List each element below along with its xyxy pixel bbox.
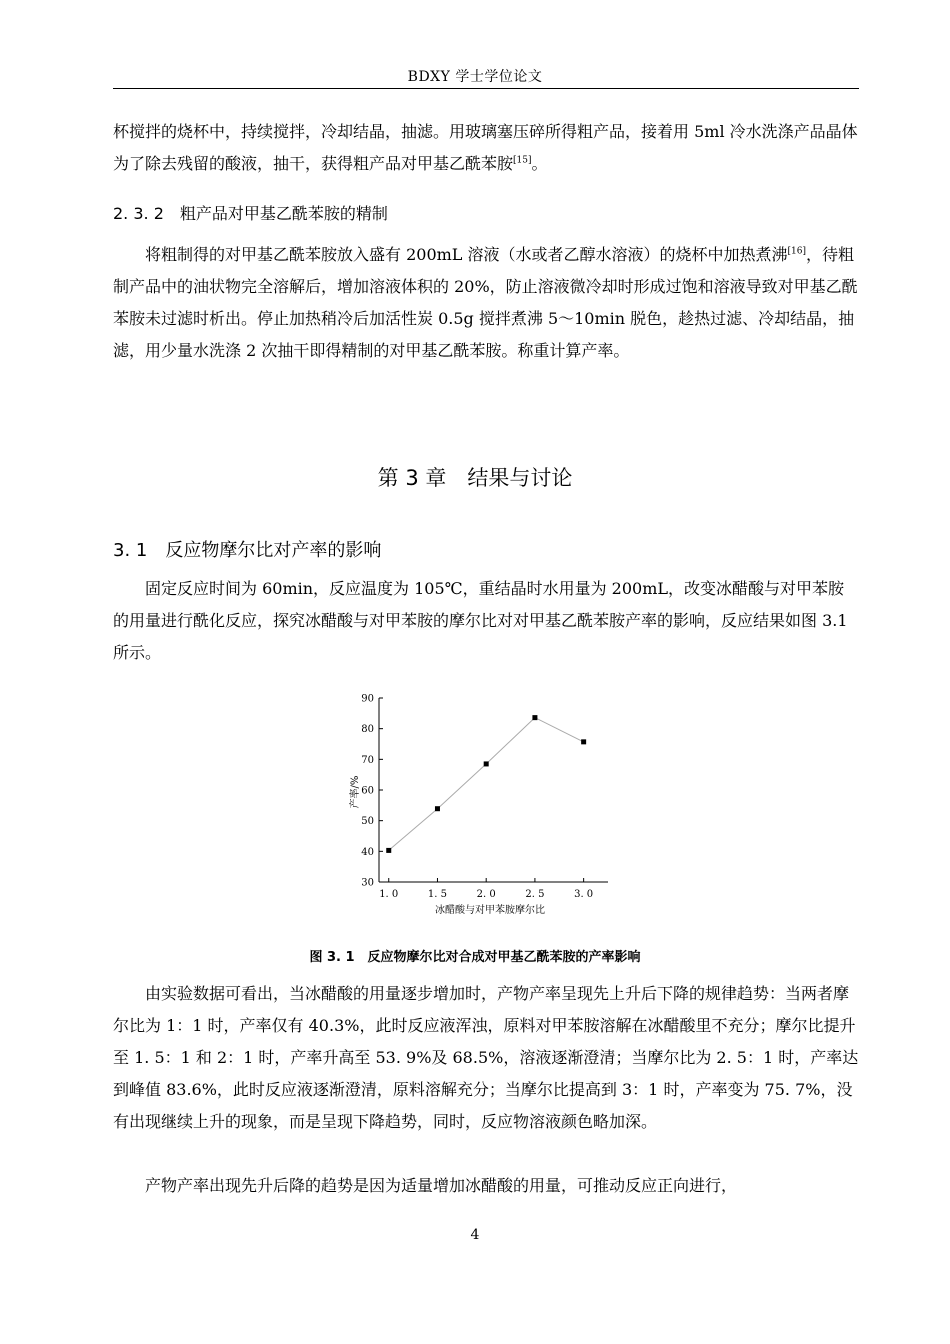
x-tick-label: 2. 5 — [525, 889, 545, 900]
paragraph-continued — [113, 116, 859, 180]
paragraph-text: 杯搅拌的烧杯中，持续搅拌，冷却结晶，抽滤。用玻璃塞压碎所得粗产品，接着用 5ml 冷水洗涤产品晶体为了除去残留的酸液，抽干，获得粗产品对甲基乙酰苯胺 — [113, 122, 858, 173]
data-point — [581, 739, 586, 744]
x-tick-label: 1. 5 — [427, 889, 448, 900]
y-tick-label: 70 — [361, 754, 374, 766]
y-tick-label: 50 — [361, 816, 374, 828]
paragraph-text: 。 — [531, 154, 548, 173]
chapter-title: 第 3 章 结果与讨论 — [377, 466, 573, 490]
series-line — [389, 718, 584, 851]
data-point — [435, 806, 440, 811]
header-rule — [113, 88, 859, 89]
subsection-heading: 2. 3. 2 粗产品对甲基乙酰苯胺的精制 — [113, 204, 388, 223]
y-tick-label: 60 — [361, 785, 374, 797]
x-axis-label: 冰醋酸与对甲苯胺摩尔比 — [435, 905, 545, 916]
running-header: BDXY 学士学位论文 — [407, 69, 543, 85]
paragraph-explanation — [113, 1170, 859, 1202]
paragraph-text: 固定反应时间为 60min，反应温度为 105℃，重结晶时水用量为 200mL，改变冰醋酸与对甲苯胺的用量进行酰化反应，探究冰醋酸与对甲苯胺的摩尔比对对甲基乙酰苯胺产率的影响，反应结果如图 3.1 所示。 — [113, 579, 848, 662]
paragraph-text: 将粗制得的对甲基乙酰苯胺放入盛有 200mL 溶液（水或者乙醇水溶液）的烧杯中加热煮沸 — [145, 245, 788, 264]
data-point — [386, 848, 391, 853]
y-tick-label: 40 — [361, 846, 374, 858]
y-tick-label: 80 — [361, 724, 374, 736]
y-tick-label: 90 — [361, 693, 374, 705]
citation: [16] — [787, 246, 806, 257]
yield-chart — [338, 690, 618, 920]
paragraph-text: ，待粗制产品中的油状物完全溶解后，增加溶液体积的 20%，防止溶液微冷却时形成过饱和溶液导致对甲基乙酰苯胺未过滤时析出。停止加热稍冷后加活性炭 0.5g 搅拌煮沸 5～10min 脱色，趁热过滤、冷却结晶，抽滤，用少量水洗涤 2 次抽干即得精制的对甲基乙酰苯胺。称重计算产率。 — [113, 245, 858, 360]
x-tick-label: 3. 0 — [574, 889, 594, 900]
y-axis-label: 产率/% — [350, 775, 361, 809]
section-heading: 3. 1 反应物摩尔比对产率的影响 — [113, 540, 382, 561]
paragraph-method — [113, 573, 859, 669]
paragraph-text: 产物产率出现先升后降的趋势是因为适量增加冰醋酸的用量，可推动反应正向进行， — [145, 1176, 738, 1195]
paragraph-results — [113, 978, 859, 1138]
chart-series — [386, 715, 586, 853]
yield-chart-svg — [338, 690, 618, 920]
data-point — [484, 761, 489, 766]
page-number: 4 — [470, 1227, 480, 1243]
chart-ticks — [361, 694, 593, 901]
x-tick-label: 1. 0 — [379, 889, 399, 900]
data-point — [532, 715, 537, 720]
x-tick-label: 2. 0 — [476, 889, 496, 900]
citation: [15] — [513, 155, 532, 166]
y-tick-label: 30 — [361, 877, 374, 889]
paragraph-refining — [113, 239, 859, 367]
chart-axes — [379, 698, 608, 882]
paragraph-text: 由实验数据可看出，当冰醋酸的用量逐步增加时，产物产率呈现先上升后下降的规律趋势：当两者摩尔比为 1：1 时，产率仅有 40.3%，此时反应液浑浊，原料对甲苯胺溶解在冰醋酸里不充分；摩尔比提升至 1. 5：1 和 2：1 时，产率升高至 53. 9%及 68.5%，溶液逐渐澄清；当摩尔比为 2. 5：1 时，产率达到峰值 83.6%，此时反应液逐渐澄清，原料溶解充分；当摩尔比提高到 3：1 时，产率变为 75. 7%，没有出现继续上升的现象，而是呈现下降趋势，同时，反应物溶液颜色略加深。 — [113, 984, 859, 1131]
figure-caption: 图 3. 1 反应物摩尔比对合成对甲基乙酰苯胺的产率影响 — [309, 950, 641, 965]
